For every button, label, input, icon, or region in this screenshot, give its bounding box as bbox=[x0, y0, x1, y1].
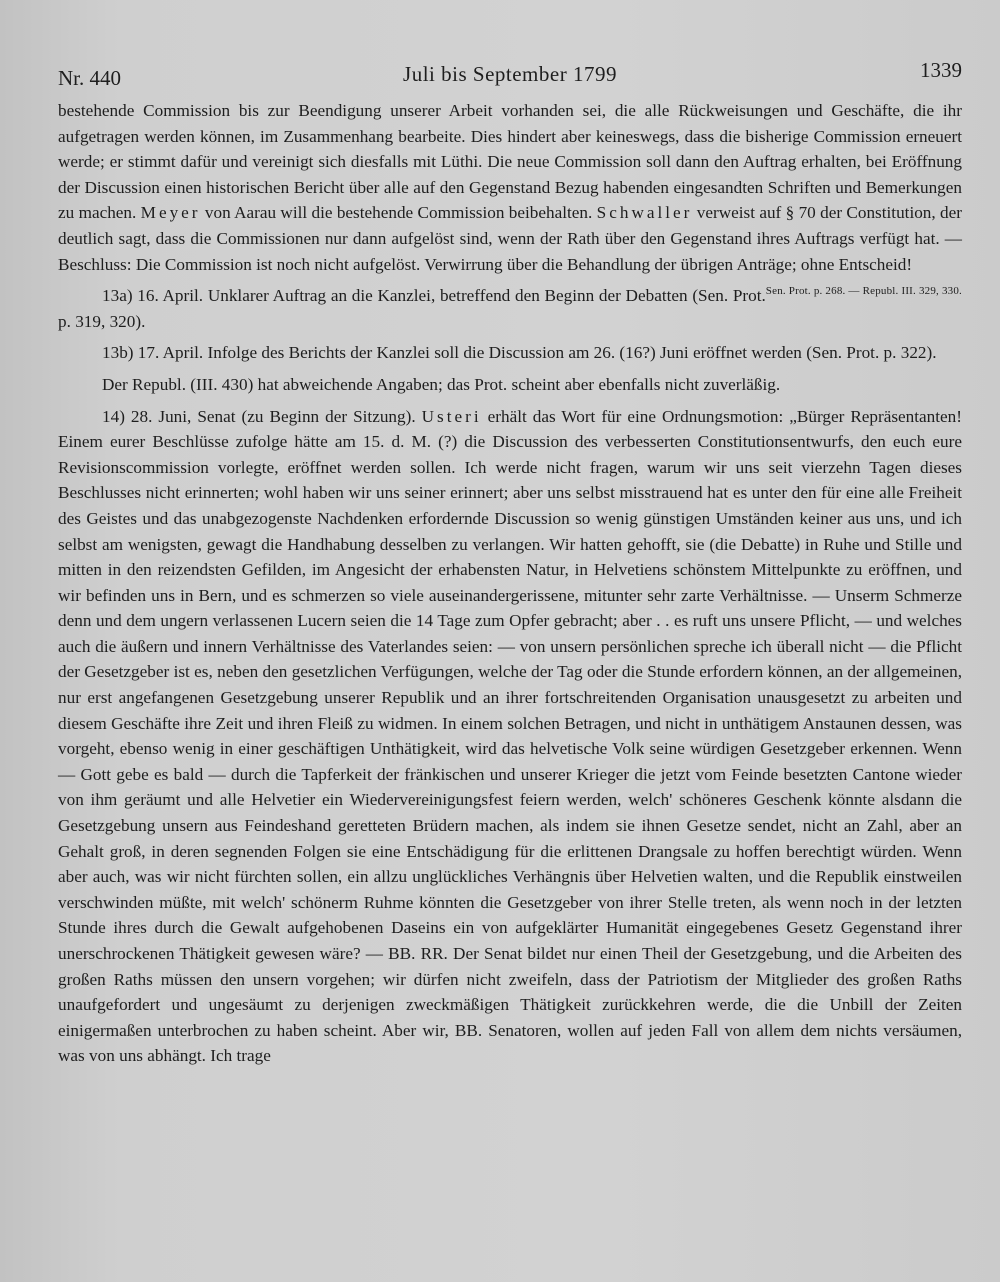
paragraph-note: Der Republ. (III. 430) hat abweichende Angaben; das Prot. scheint aber ebenfalls nicht zuverläßig. bbox=[102, 374, 781, 394]
paragraph-13b: 13b) 17. April. Infolge des Berichts der Kanzlei soll die Discussion am 26. (16?) Juni eröffnet werden (Sen. Prot. p. 322). bbox=[102, 343, 937, 363]
document-number: Nr. 440 bbox=[58, 66, 121, 90]
paragraph-text: 14) 28. Juni, Senat (zu Beginn der Sitzung). bbox=[102, 406, 422, 426]
speaker-name: Usteri bbox=[421, 406, 482, 426]
page-body bbox=[58, 98, 962, 1069]
speaker-name: Schwaller bbox=[596, 203, 693, 223]
speaker-name: Meyer bbox=[140, 203, 201, 223]
paragraph-text: bestehende Commission bis zur Beendigung unserer Arbeit vorhanden sei, die alle Rückweisungen und Geschäfte, die ihr aufgetragen werden können, im Zusammenhang bearbeite. Dies hindert aber keineswegs, dass die bisherige Commission erneuert werde; er stimmt dafür und vereinigt sich diesfalls mit Lüthi. Die neue Commission soll dann den Auftrag erhalten, bei Eröffnung der Discussion einen historischen Bericht über alle auf den Gegenstand Bezug habenden eingesandten Schriften und Bemerkungen zu machen. bbox=[58, 101, 962, 223]
page-header bbox=[58, 58, 962, 90]
paragraph-continuation bbox=[58, 98, 962, 298]
paragraph-text: verweist auf § 70 der Constitution, der deutlich sagt, dass die Commissionen nur dann aufgelöst sind, wenn der Rath über den Gegenstand ihres Auftrags verfügt hat. — Beschluss: Die Commission ist noch nicht aufgelöst. Verwirrung über die Behandlung der übrigen Anträge; ohne Entscheid! bbox=[58, 203, 962, 274]
page-number: 1339 bbox=[920, 58, 962, 82]
paragraph-text: von Aarau will die bestehende Commission beibehalten. bbox=[200, 203, 597, 223]
paragraph-14 bbox=[58, 404, 962, 1069]
source-reference: Sen. Prot. p. 268. — Republ. III. 329, 330. bbox=[765, 285, 962, 298]
paragraph-13a: 13a) 16. April. Unklarer Auftrag an die Kanzlei, betreffend den Beginn der Debatten (Sen. Prot. p. 319, 320). bbox=[58, 286, 766, 331]
running-title: Juli bis September 1799 bbox=[403, 62, 617, 86]
paragraph-text: erhält das Wort für eine Ordnungsmotion: „Bürger Repräsentanten! Einem eurer Beschlüsse zufolge hätte am 15. d. M. (?) die Discussion des verbesserten Constitutionsentwurfs, den euch eure Revisionscommission vorlegte, eröffnet werden sollen. Ich werde nicht fragen, warum wir uns seit vierzehn Tagen dieses Beschlusses nicht erinnerten; wohl haben wir uns seiner erinnert; aber uns selbst misstrauend hat es unter den für eine alle Freiheit des Geistes und das unabgezogenste Nachdenken erfordernde Discussion so wenig günstigen Umständen keiner aus uns, und ich selbst am wenigsten, gewagt die Handhabung desselben zu verlangen. Wir hatten gehofft, sie (die Debatte) in Ruhe und Stille und mitten in den reizendsten Gefilden, im Angesicht der erhabensten Natur, in Helvetiens schönstem Mittelpunkte zu eröffnen, und wir befinden uns in Bern, und es schmerzen so viele auseinandergerissene, mitunter sehr zarte Verhältnisse. — Unserm Schmerze denn und dem ungern verlassenen Lucern seien die 14 Tage zum Opfer gebracht; aber . . es ruft uns unsere Pflicht, — und welches auch die äußern und innern Verhältnisse des Vaterlandes seien: — von unsern persönlichen spreche ich überall nicht — die Pflicht der Gesetzgeber ist es, neben den gesetzlichen Verfügungen, welche der Tag oder die Stunde erfordern können, an der allgemeinen, nur erst angefangenen Gesetzgebung unserer Republik und an ihrer fortschreitenden Organisation unausgesetzt zu arbeiten und diesem Geschäfte ihre Zeit und ihren Fleiß zu widmen. In einem solchen Betragen, und nicht in unthätigem Anstaunen dessen, was vorgeht, ebenso wenig in einer geschäftigen Unthätigkeit, wird das helvetische Volk seine würdigen Gesetzgeber erkennen. Wenn — Gott gebe es bald — durch die Tapferkeit der fränkischen und unserer Krieger die jetzt vom Feinde besetzten Cantone wieder von ihm geräumt und alle Helvetier ein Wiedervereinigungsfest feiern werden, welch' schöneres Geschenk könnte alsdann die Gesetzgebung unsern aus Feindeshand geretteten Brüdern machen, als indem sie ihnen Gesetze sendet, nicht an Zahl, aber an Gehalt groß, in deren segnenden Folgen sie eine Entschädigung für die erlittenen Drangsale zu hoffen berechtigt würden. Wenn aber auch, was wir nicht fürchten sollen, ein allzu unglückliches Verhängnis über Helvetien walten, und die Republik einstweilen verschwinden müßte, mit welch' schönerm Ruhme könnten die Gesetzgeber von ihrer Stelle treten, als wenn noch in der letzten Stunde ihres durch die Gewalt aufgehobenen Daseins ein von aufgeklärter Humanität eingegebenes Gesetz Gegenstand ihrer unerschrockenen Thätigkeit gewesen wäre? — BB. RR. Der Senat bildet nur einen Theil der Gesetzgebung, und die Arbeiten des großen Raths müssen den unsern vorgehen; wir dürfen nicht zweifeln, dass der Patriotism der Mitglieder des großen Raths unaufgefordert und ungesäumt zu derjenigen zweckmäßigen Thätigkeit zurückkehren werde, die die Unbill der Zeiten einigermaßen unterbrochen zu haben scheint. Aber wir, BB. Senatoren, wollen auf jeden Fall von allem dem nichts versäumen, was von uns abhängt. Ich trage bbox=[58, 406, 962, 1066]
